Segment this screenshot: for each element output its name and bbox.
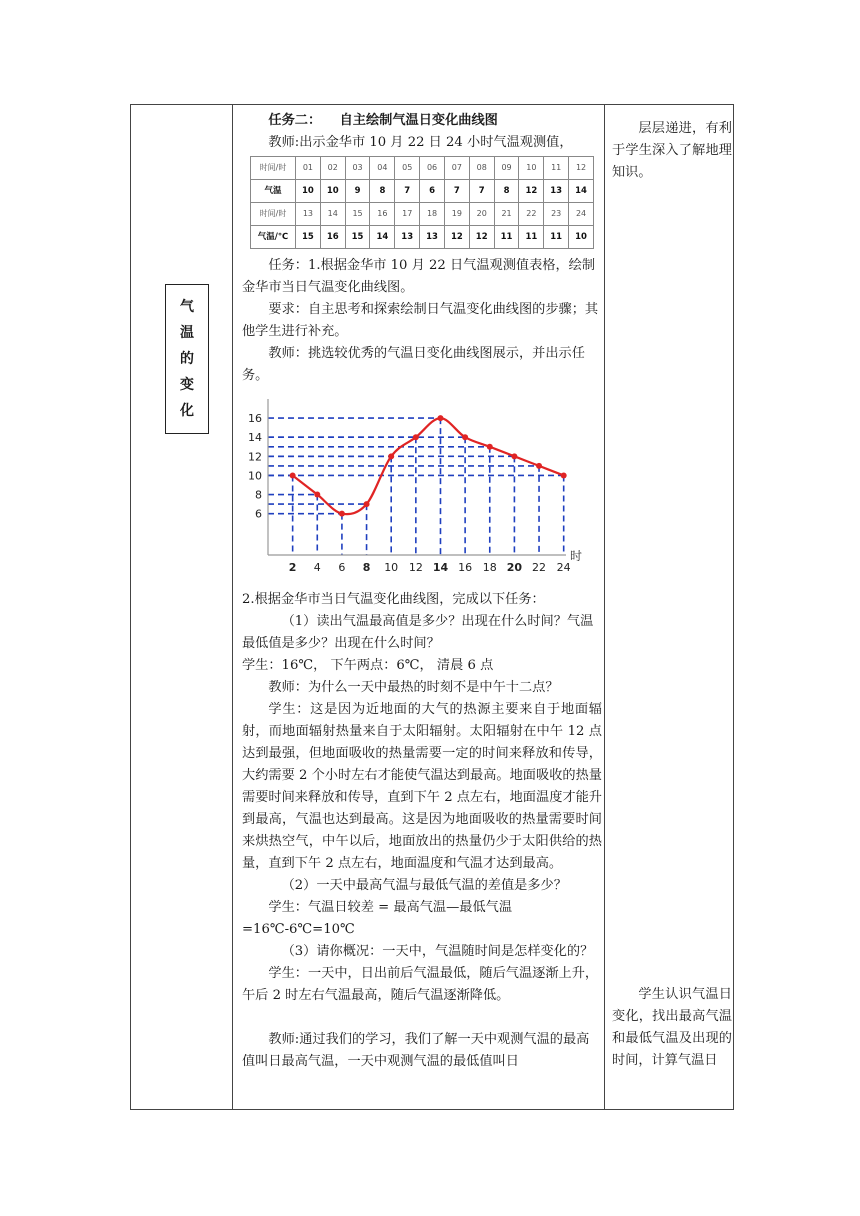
requirement: 要求：自主思考和探索绘制日气温变化曲线图的步骤；其他学生进行补充。 — [242, 302, 599, 339]
data-point — [339, 511, 345, 517]
x-tick-label: 12 — [408, 561, 423, 574]
table-cell: 6 — [420, 180, 445, 203]
data-point — [388, 453, 394, 459]
table-cell: 10 — [320, 180, 345, 203]
table-cell: 24 — [569, 203, 594, 226]
table-cell: 8 — [494, 180, 519, 203]
table-cell: 17 — [395, 203, 420, 226]
x-tick-label: 24 — [556, 561, 571, 574]
table-cell: 16 — [320, 226, 345, 249]
table-cell: 12 — [469, 226, 494, 249]
table-cell: 05 — [395, 157, 420, 180]
x-tick-label: 14 — [432, 561, 449, 574]
x-tick-label: 10 — [384, 561, 399, 574]
section-label-char: 的 — [180, 351, 194, 367]
table-cell: 23 — [544, 203, 569, 226]
table-cell: 15 — [345, 226, 370, 249]
table-cell: 14 — [370, 226, 395, 249]
data-point — [561, 472, 567, 478]
y-tick-label: 14 — [248, 431, 262, 445]
x-tick-label: 8 — [362, 561, 371, 574]
table-cell: 15 — [345, 203, 370, 226]
table-cell: 01 — [296, 157, 321, 180]
y-tick-label: 10 — [248, 469, 262, 483]
answer-3: 学生：一天中，日出前后气温最低，随后气温逐渐上升，午后 2 时左右气温最高，随后气温逐渐降低。 — [242, 966, 599, 1003]
temperature-curve-chart — [240, 393, 583, 583]
table-cell: 7 — [444, 180, 469, 203]
table-cell: 15 — [296, 226, 321, 249]
y-tick-label: 16 — [248, 412, 262, 426]
table-cell: 12 — [444, 226, 469, 249]
task-1: 任务：1.根据金华市 10 月 22 日气温观测值表格，绘制金华市当日气温变化曲线图。 — [242, 258, 596, 295]
teacher-conclusion: 教师:通过我们的学习，我们了解一天中观测气温的最高值叫日最高气温，一天中观测气温的最低值叫日 — [242, 1032, 590, 1069]
y-tick-label: 6 — [255, 507, 262, 521]
table-cell: 11 — [544, 157, 569, 180]
table-row — [251, 180, 594, 203]
table-cell: 21 — [494, 203, 519, 226]
table-row — [251, 157, 594, 180]
question-1: （1）读出气温最高值是多少？出现在什么时间？气温最低值是多少？出现在什么时间？ — [242, 614, 594, 651]
data-point — [364, 501, 370, 507]
data-point — [536, 463, 542, 469]
table-cell: 13 — [296, 203, 321, 226]
table-row — [251, 226, 594, 249]
data-point — [462, 434, 468, 440]
table-cell: 08 — [469, 157, 494, 180]
table-header-cell: 气温/℃ — [251, 226, 296, 249]
data-point — [487, 444, 493, 450]
x-tick-label: 20 — [506, 561, 523, 574]
question-3: （3）请你概况：一天中，气温随时间是怎样变化的？ — [281, 944, 594, 959]
answer-1: 学生：16℃， 下午两点：6℃， 清晨 6 点 — [242, 658, 494, 673]
section-label-char: 变 — [180, 377, 194, 393]
section-label-box — [165, 284, 209, 434]
teacher-show: 教师：挑选较优秀的气温日变化曲线图展示，并出示任务。 — [242, 346, 585, 383]
table-cell: 12 — [569, 157, 594, 180]
section-label-char: 温 — [180, 325, 194, 341]
x-tick-label: 4 — [313, 561, 321, 574]
table-cell: 16 — [370, 203, 395, 226]
table-cell: 11 — [494, 226, 519, 249]
right-note-2 — [612, 984, 732, 1072]
y-tick-label: 8 — [255, 488, 262, 502]
table-header-cell: 时间/时 — [251, 203, 296, 226]
table-cell: 10 — [519, 157, 544, 180]
task-heading-title: 自主绘制气温日变化曲线图 — [339, 113, 498, 128]
table-cell: 04 — [370, 157, 395, 180]
y-tick-label: 12 — [248, 450, 262, 464]
table-header-cell: 时间/时 — [251, 157, 296, 180]
section-label-char: 气 — [180, 299, 194, 315]
data-point — [413, 434, 419, 440]
x-tick-label: 16 — [458, 561, 473, 574]
table-cell: 03 — [345, 157, 370, 180]
table-cell: 7 — [469, 180, 494, 203]
right-note-2-text: 学生认识气温日变化，找出最高气温和最低气温及出现的时间，计算气温日 — [612, 987, 732, 1068]
table-cell: 11 — [544, 226, 569, 249]
table-cell: 07 — [444, 157, 469, 180]
table-cell: 11 — [519, 226, 544, 249]
table-cell: 10 — [569, 226, 594, 249]
answer-2: 学生：气温日较差 = 最高气温—最低气温=16℃-6℃=10℃ — [242, 900, 513, 937]
table-cell: 13 — [544, 180, 569, 203]
right-note-1 — [612, 118, 732, 184]
table-cell: 9 — [345, 180, 370, 203]
table-cell: 14 — [320, 203, 345, 226]
table-cell: 12 — [519, 180, 544, 203]
x-tick-label: 18 — [482, 561, 497, 574]
column-divider-right — [604, 104, 605, 1110]
table-cell: 18 — [420, 203, 445, 226]
data-point — [290, 472, 296, 478]
task-2: 2.根据金华市当日气温变化曲线图，完成以下任务： — [242, 592, 545, 607]
table-header-cell: 气温 — [251, 180, 296, 203]
teacher-intro: 教师:出示金华市 10 月 22 日 24 小时气温观测值， — [268, 135, 573, 150]
task-heading-label: 任务二： — [268, 113, 322, 128]
data-point — [314, 492, 320, 498]
chart-ticks — [248, 412, 571, 574]
section-label-char: 化 — [180, 403, 194, 419]
table-cell: 14 — [569, 180, 594, 203]
table-cell: 09 — [494, 157, 519, 180]
table-cell: 19 — [444, 203, 469, 226]
x-tick-label: 6 — [338, 561, 346, 574]
x-tick-label: 2 — [288, 561, 297, 574]
chart-axes — [268, 399, 566, 555]
table-cell: 13 — [395, 226, 420, 249]
data-point — [511, 453, 517, 459]
table-cell: 20 — [469, 203, 494, 226]
table-cell: 13 — [420, 226, 445, 249]
teacher-question: 教师：为什么一天中最热的时刻不是中午十二点？ — [268, 680, 559, 695]
data-point — [437, 415, 443, 421]
table-cell: 7 — [395, 180, 420, 203]
lesson-content — [242, 104, 602, 1073]
table-cell: 06 — [420, 157, 445, 180]
table-cell: 8 — [370, 180, 395, 203]
table-cell: 22 — [519, 203, 544, 226]
column-divider-left — [232, 104, 233, 1110]
x-axis-label: 时 — [570, 549, 583, 563]
question-2: （2）一天中最高气温与最低气温的差值是多少？ — [281, 878, 567, 893]
student-explanation: 学生：这是因为近地面的大气的热源主要来自于地面辐射，而地面辐射热量来自于太阳辐射。太阳辐射在中午 12 点达到最强，但地面吸收的热量需要一定的时间来释放和传导，大约需要 2 个小时左右才能使气温达到最高。地面吸收的热量需要时间来释放和传导，直到下午 2 点左右，地面温度才能升到最高，气温也达到最高。这是因为地面吸收的热量需要时间来烘热空气，中午以后，地面放出的热量仍少于太阳供给的热量，直到下午 2 点左右，地面温度和气温才达到最高。 — [242, 702, 602, 871]
task-heading — [242, 110, 602, 132]
observation-table — [250, 156, 594, 249]
right-note-1-text: 层层递进，有利于学生深入了解地理知识。 — [612, 121, 732, 180]
table-cell: 10 — [296, 180, 321, 203]
table-cell: 02 — [320, 157, 345, 180]
x-tick-label: 22 — [532, 561, 547, 574]
table-row — [251, 203, 594, 226]
